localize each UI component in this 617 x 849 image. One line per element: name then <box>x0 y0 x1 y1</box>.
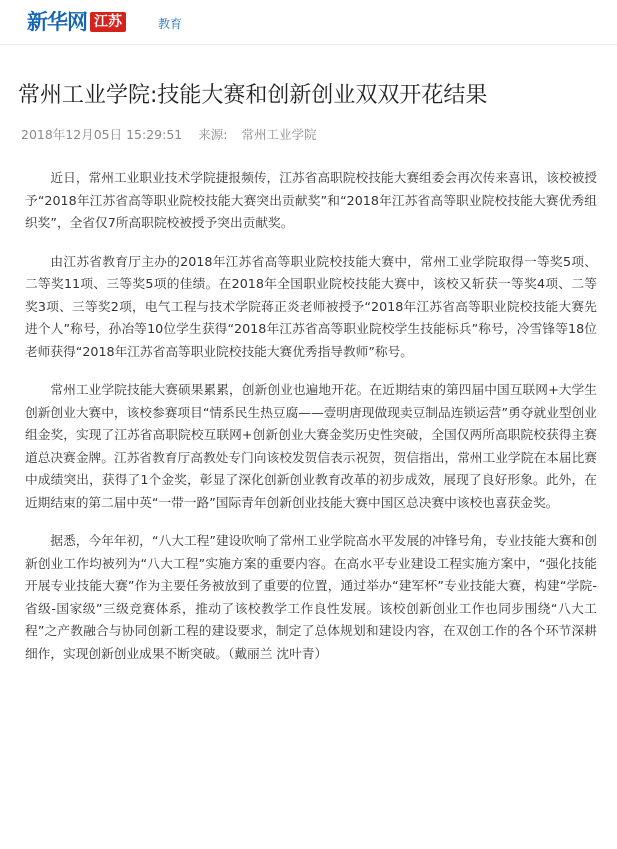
article-datetime: 2018年12月05日 15:29:51 <box>21 127 183 142</box>
logo-text: 新华网 <box>27 9 87 34</box>
paragraph: 近日，常州工业职业技术学院捷报频传，江苏省高职院校技能大赛组委会再次传来喜讯，该校被授予“2018年江苏省高等职业院校技能大赛突出贡献奖”和“2018年江苏省高等职业院校技能大赛优秀组织奖”，全省仅7所高职院校被授予突出贡献奖。 <box>25 170 597 230</box>
site-logo[interactable] <box>27 9 126 35</box>
logo-region-badge: 江苏 <box>90 12 126 32</box>
article-title: 常州工业学院:技能大赛和创新创业双双开花结果 <box>18 83 488 108</box>
article-body <box>25 167 597 681</box>
paragraph: 常州工业学院技能大赛硕果累累，创新创业也遍地开花。在近期结束的第四届中国互联网+大学生创新创业大赛中，该校参赛项目“情系民生热豆腐——壹明唐现做现卖豆制品连锁运营”勇夺就业型创业组金奖，实现了江苏省高职院校互联网+创新创业大赛金奖历史性突破，全国仅两所高职院校获得主赛道总决赛金牌。江苏省教育厅高教处专门向该校发贺信表示祝贺，贺信指出，常州工业学院在本届比赛中成绩突出，获得了1个金奖，彰显了深化创新创业教育改革的初步成效，展现了良好形象。此外，在近期结束的第二届中英“一带一路”国际青年创新创业技能大赛中国区总决赛中该校也喜获金奖。 <box>25 382 597 510</box>
paragraph: 由江苏省教育厅主办的2018年江苏省高等职业院校技能大赛中，常州工业学院取得一等奖5项、二等奖11项、三等奖5项的佳绩。在2018年全国职业院校技能大赛中，该校又斩获一等奖4项、二等奖3项、三等奖2项，电气工程与技术学院蒋正炎老师被授予“2018年江苏省高等职业院校技能大赛先进个人”称号，孙冶等10位学生获得“2018年江苏省高等职业院校学生技能标兵”称号，冷雪锋等18位老师获得“2018年江苏省高等职业院校技能大赛优秀指导教师”称号。 <box>25 253 597 359</box>
source-label: 来源: <box>198 127 228 142</box>
channel-link-education[interactable]: 教育 <box>158 17 183 31</box>
site-header <box>0 0 617 45</box>
paragraph: 据悉，今年年初，“八大工程”建设吹响了常州工业学院高水平发展的冲锋号角，专业技能大赛和创新创业工作均被列为“八大工程”实施方案的重要内容。在高水平专业建设工程实施方案中，“强化技能开展专业技能大赛”作为主要任务被放到了重要的位置，通过举办“建军杯”专业技能大赛，构建“学院-省级-国家级”三级竞赛体系，推动了该校教学工作良性发展。该校创新创业工作也同步围绕“八大工程”之产教融合与协同创新工程的建设要求，制定了总体规划和建设内容，在双创工作的各个环节深耕细作，实现创新创业成果不断突破。（戴丽兰 沈叶青） <box>25 533 597 661</box>
article-source: 常州工业学院 <box>241 127 317 142</box>
article-meta <box>21 126 316 144</box>
